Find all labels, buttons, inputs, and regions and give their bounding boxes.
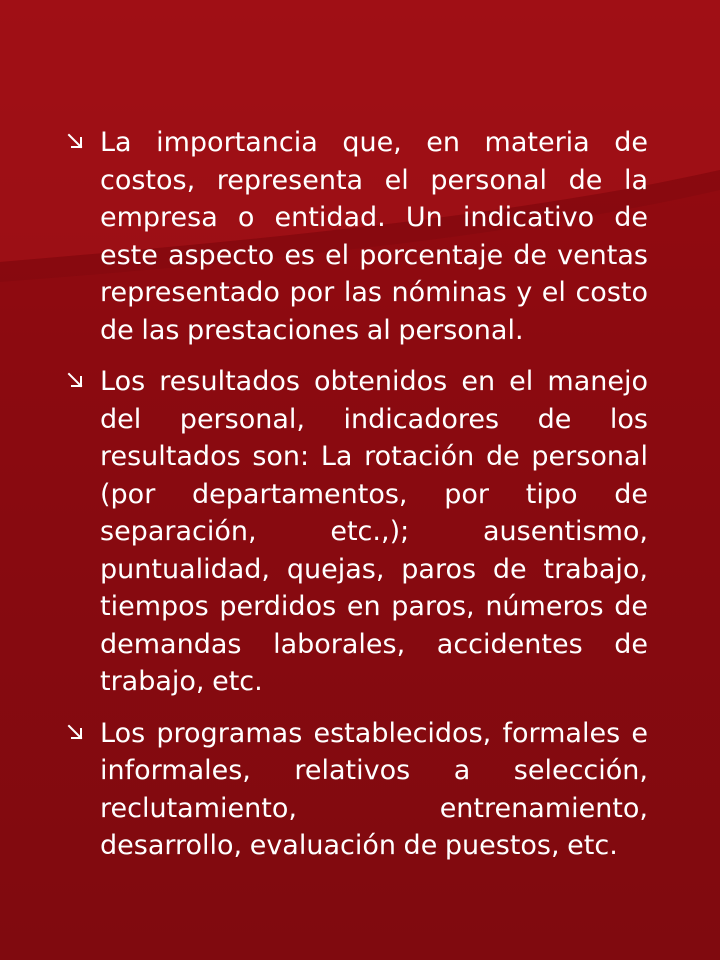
bullet-list (60, 124, 648, 879)
bullet-text-2: Los resultados obtenidos en el manejo del personal, indicadores de los resultados son: La rotación de personal (por departamentos, por tipo de separación, etc.,); ausentismo, puntualidad, quejas, paros de trabajo, tiempos perdidos en paros, números de demandas laborales, accidentes de trabajo, etc. (100, 366, 648, 697)
arrow-down-right-icon (64, 721, 88, 745)
bullet-text-3: Los programas establecidos, formales e informales, relativos a selección, reclutamiento, entrenamiento, desarrollo, evaluación de puestos, etc. (100, 717, 648, 861)
bullet-item-1 (60, 124, 648, 349)
arrow-down-right-icon (64, 130, 88, 154)
bullet-item-3 (60, 715, 648, 865)
bullet-item-2 (60, 363, 648, 701)
bullet-text-1: La importancia que, en materia de costos, representa el personal de la empresa o entidad. Un indicativo de este aspecto es el porcentaje de ventas representado por las nóminas y el costo de las prestaciones al personal. (100, 127, 648, 346)
arrow-down-right-icon (64, 369, 88, 393)
